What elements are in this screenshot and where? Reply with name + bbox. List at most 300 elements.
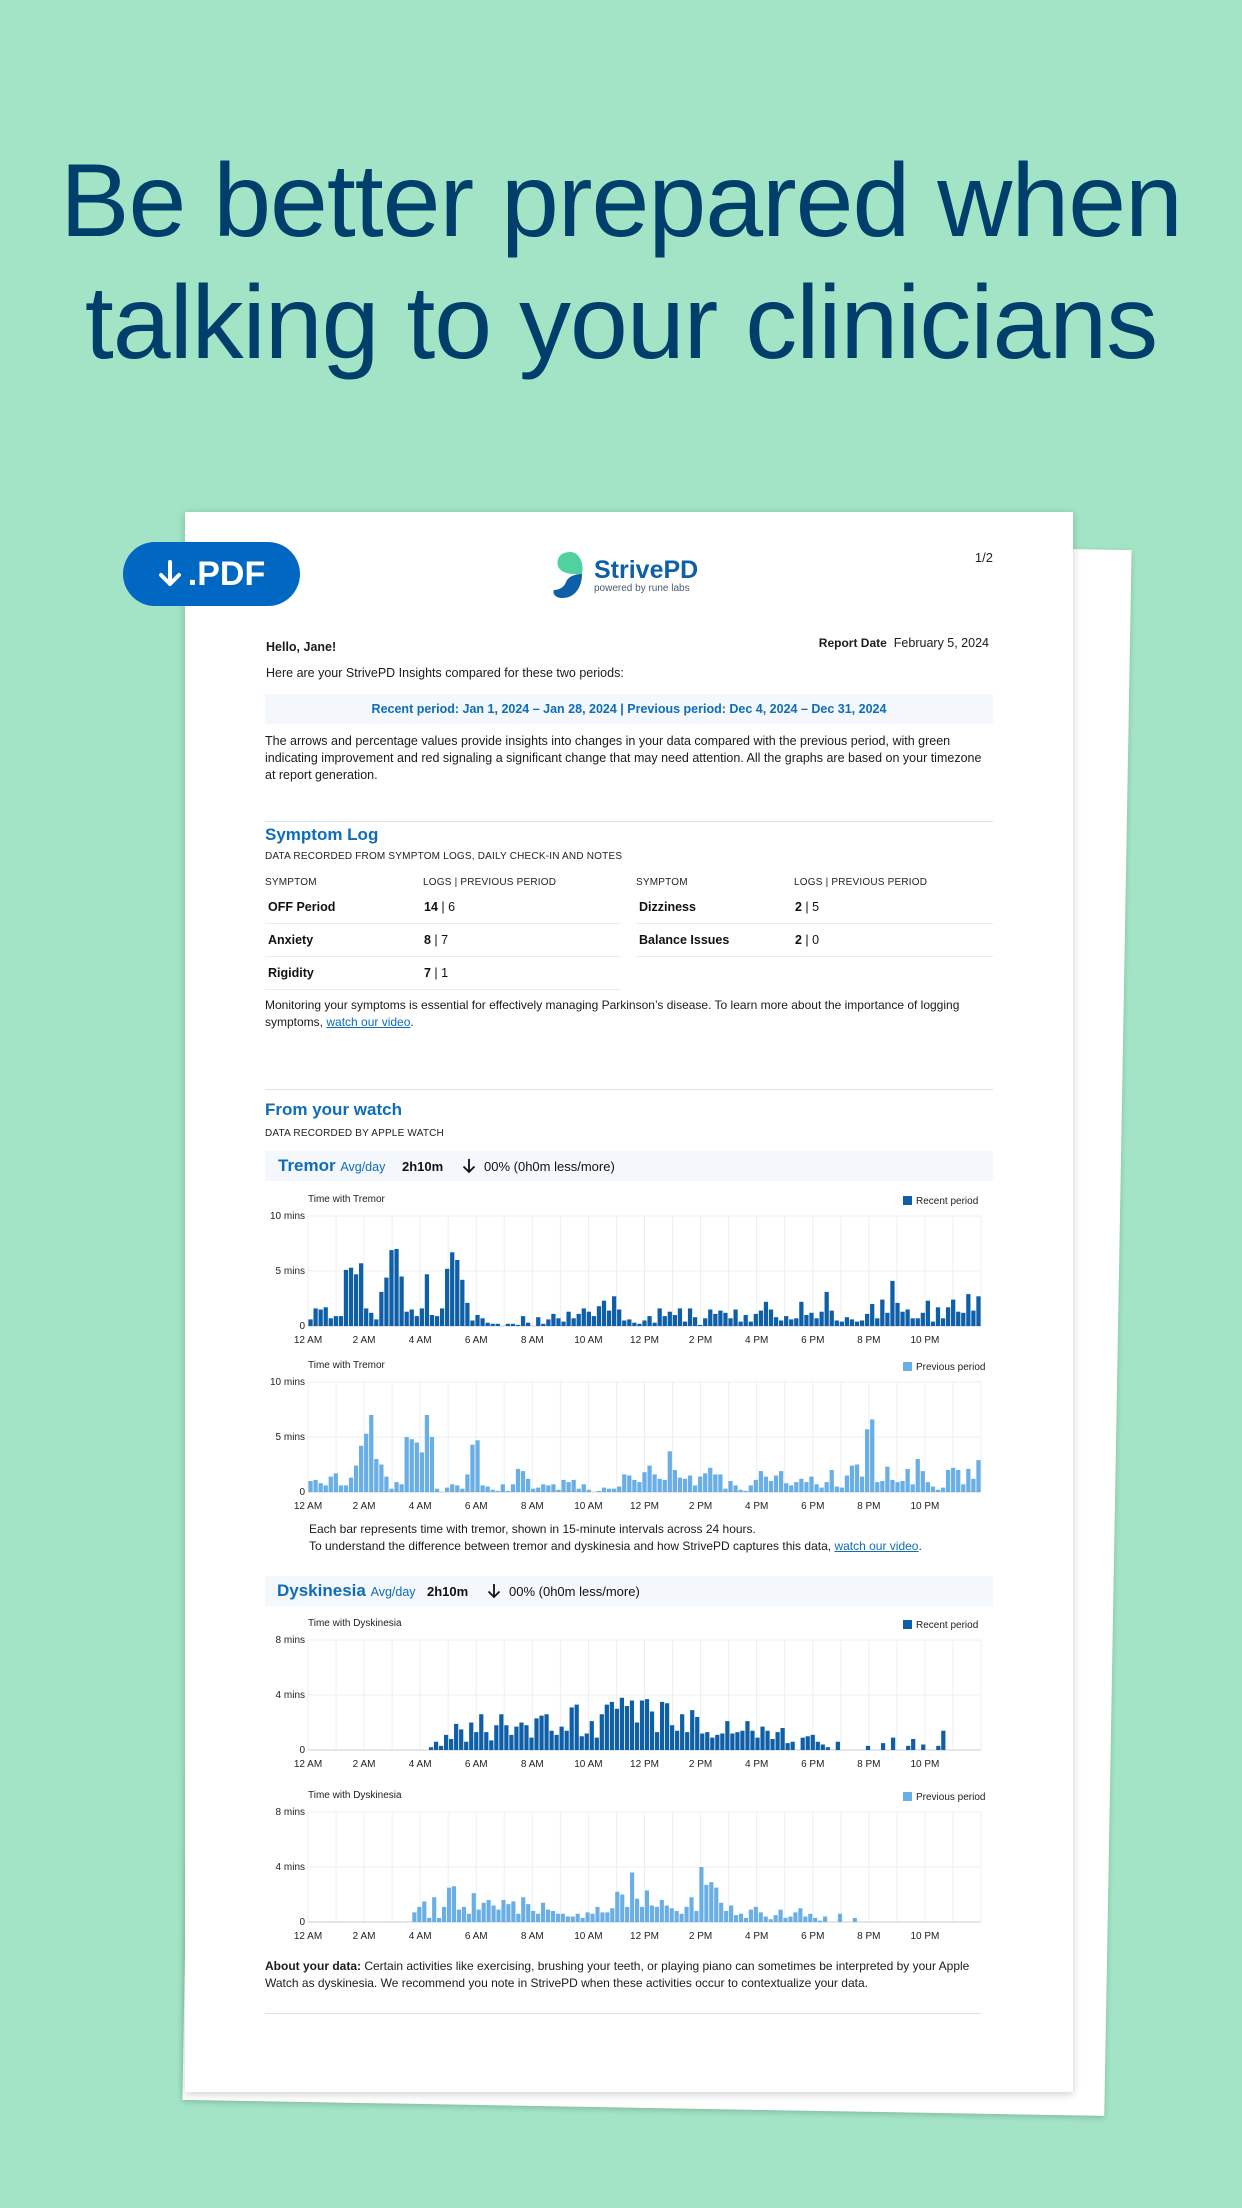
bar — [971, 1311, 975, 1326]
bar — [794, 1482, 798, 1492]
bar — [521, 1471, 525, 1492]
bar — [689, 1897, 693, 1922]
x-tick-label: 12 PM — [630, 1501, 659, 1512]
logs-previous: 6 — [448, 900, 456, 914]
x-tick-label: 2 PM — [688, 1335, 713, 1346]
about-text: Certain activities like exercising, brushing your teeth, or playing piano can sometimes be interpreted by your Apple Watch as dyskinesia. We recommend you note in StrivePD when these activities occur to contextualize your data. — [265, 1959, 970, 1990]
bar — [700, 1734, 704, 1751]
bar — [729, 1906, 733, 1923]
bar — [625, 1907, 629, 1922]
bar — [704, 1885, 708, 1922]
logs-recent: 14 — [424, 900, 438, 914]
bar — [450, 1252, 454, 1326]
logo-name: StrivePD — [594, 555, 699, 584]
bar — [749, 1485, 753, 1492]
bar — [374, 1459, 378, 1492]
bar — [695, 1717, 699, 1750]
bar — [554, 1735, 558, 1750]
bar — [783, 1918, 787, 1922]
tremor-label: Tremor Avg/day — [278, 1156, 386, 1175]
bar — [860, 1477, 864, 1492]
bar — [713, 1314, 717, 1326]
dyskinesia-avg-value: 2h10m — [427, 1584, 469, 1599]
bar — [728, 1318, 732, 1326]
bar — [718, 1311, 722, 1326]
chart-grid — [308, 1216, 981, 1326]
watch-title: From your watch — [265, 1100, 402, 1119]
bar — [324, 1307, 328, 1326]
intro-text: Here are your StrivePD Insights compared for these two periods: — [266, 666, 624, 680]
bar-series — [412, 1867, 857, 1922]
x-tick-label: 6 PM — [801, 1335, 825, 1346]
bar — [730, 1734, 734, 1751]
bar — [733, 1485, 737, 1492]
chart-legend — [903, 1362, 985, 1373]
x-tick-label: 4 PM — [744, 1931, 769, 1942]
symptom-logs — [424, 966, 448, 980]
bar — [710, 1738, 714, 1750]
bar — [739, 1490, 743, 1492]
bar — [560, 1727, 564, 1750]
bar — [718, 1474, 722, 1492]
bar — [770, 1739, 774, 1750]
arrow-down-icon — [487, 1583, 501, 1599]
bar — [460, 1489, 464, 1492]
bar — [459, 1729, 463, 1750]
bar — [764, 1302, 768, 1326]
bar — [334, 1473, 338, 1492]
bar — [779, 1910, 783, 1922]
bar — [640, 1701, 644, 1751]
tremor-note — [309, 1521, 922, 1555]
bar — [551, 1314, 555, 1326]
bar — [544, 1714, 548, 1750]
bar — [329, 1477, 333, 1492]
arrow-down-icon — [462, 1158, 476, 1174]
bar — [435, 1316, 439, 1326]
x-tick-label: 12 AM — [293, 1759, 323, 1770]
logs-separator: | — [801, 900, 813, 914]
bar — [399, 1277, 403, 1327]
bar — [670, 1908, 674, 1922]
bar — [895, 1303, 899, 1326]
bar — [581, 1918, 585, 1922]
bar — [754, 1480, 758, 1492]
bar — [394, 1249, 398, 1326]
bar — [835, 1321, 839, 1327]
bar — [605, 1912, 609, 1922]
logs-separator: | — [437, 900, 449, 914]
bar — [804, 1482, 808, 1492]
x-tick-label: 8 PM — [857, 1335, 881, 1346]
bar — [660, 1900, 664, 1922]
bar — [482, 1903, 486, 1922]
x-tick-label: 12 AM — [293, 1931, 323, 1942]
bar — [665, 1703, 669, 1750]
arrow-down-icon — [158, 560, 182, 588]
bar — [509, 1735, 513, 1750]
bar — [602, 1301, 606, 1326]
explanation: The arrows and percentage values provide insights into changes in your data compared with the previous period, with green indicating improvement and red signaling a significant change that may need attention. All the graphs are based on your timezone at report generation. — [265, 734, 982, 782]
bar — [541, 1903, 545, 1922]
bar — [809, 1313, 813, 1326]
bar — [541, 1484, 545, 1492]
bar — [541, 1324, 545, 1326]
bar — [956, 1470, 960, 1492]
bar — [546, 1910, 550, 1922]
bar — [612, 1489, 616, 1492]
bar — [830, 1311, 834, 1326]
bar — [650, 1712, 654, 1751]
bar — [675, 1731, 679, 1750]
bar — [592, 1316, 596, 1326]
x-tick-label: 2 AM — [352, 1335, 376, 1346]
x-tick-label: 12 PM — [630, 1931, 659, 1942]
bar — [415, 1443, 419, 1493]
symptom-table-left — [265, 877, 621, 990]
bar — [445, 1269, 449, 1326]
bar — [814, 1484, 818, 1492]
bar — [480, 1485, 484, 1492]
bar — [531, 1911, 535, 1922]
bar — [561, 1914, 565, 1922]
chart-title: Time with Dyskinesia — [308, 1618, 402, 1629]
bar — [779, 1471, 783, 1492]
bar — [759, 1912, 763, 1922]
bar — [511, 1324, 515, 1326]
bar — [678, 1308, 682, 1326]
bar — [789, 1485, 793, 1492]
y-tick-label: 5 mins — [275, 1432, 305, 1443]
bar — [680, 1914, 684, 1922]
divider — [265, 1089, 993, 1090]
bar — [374, 1319, 378, 1326]
legend-label: Recent period — [916, 1620, 979, 1631]
y-tick-label: 5 mins — [275, 1266, 305, 1277]
symptom-log-title: Symptom Log — [265, 825, 379, 844]
legend-label: Recent period — [916, 1196, 979, 1207]
bar — [607, 1311, 611, 1326]
bar — [489, 1740, 493, 1750]
bar — [539, 1716, 543, 1750]
symptom-logs — [795, 900, 819, 914]
bar — [577, 1489, 581, 1492]
y-tick-label: 10 mins — [269, 1211, 305, 1222]
bar — [494, 1725, 498, 1750]
logs-separator: | — [430, 933, 442, 947]
bar — [627, 1319, 631, 1326]
bar — [450, 1484, 454, 1492]
bar — [723, 1489, 727, 1492]
bar — [853, 1918, 857, 1922]
watch-video-link[interactable]: watch our video — [834, 1539, 919, 1553]
bar — [319, 1483, 323, 1492]
bar — [444, 1735, 448, 1750]
bar — [480, 1318, 484, 1326]
bar — [546, 1485, 550, 1492]
bar — [905, 1469, 909, 1492]
bar — [698, 1325, 702, 1326]
x-tick-label: 10 PM — [910, 1759, 940, 1770]
bar — [420, 1452, 424, 1492]
bar — [946, 1307, 950, 1326]
symptom-logs — [795, 933, 819, 947]
bar — [723, 1313, 727, 1326]
bar — [504, 1725, 508, 1750]
report-date-label: Report Date — [818, 636, 887, 650]
bar — [410, 1310, 414, 1327]
bar — [449, 1739, 453, 1750]
bar — [526, 1479, 530, 1492]
legend-label: Previous period — [916, 1362, 986, 1373]
bar — [789, 1319, 793, 1326]
bar — [966, 1469, 970, 1492]
bar — [521, 1316, 525, 1326]
y-tick-label: 0 — [299, 1745, 305, 1756]
logs-previous: 5 — [812, 900, 820, 914]
bar — [855, 1322, 859, 1326]
bar — [921, 1745, 925, 1751]
watch-subtitle: DATA RECORDED BY APPLE WATCH — [265, 1128, 444, 1139]
bar — [379, 1465, 383, 1493]
bar — [804, 1315, 808, 1326]
bar — [821, 1745, 825, 1751]
bar — [379, 1292, 383, 1326]
bar — [602, 1488, 606, 1492]
bar — [779, 1321, 783, 1327]
logs-recent: 2 — [795, 933, 802, 947]
bar — [435, 1489, 439, 1492]
bar — [719, 1903, 723, 1922]
bar — [514, 1727, 518, 1750]
bar — [684, 1907, 688, 1922]
bar — [799, 1302, 803, 1326]
symptom-row — [636, 924, 993, 957]
bar — [506, 1491, 510, 1492]
bar — [600, 1714, 604, 1750]
bar — [364, 1434, 368, 1492]
bar — [625, 1706, 629, 1750]
bar — [536, 1488, 540, 1492]
bar — [673, 1470, 677, 1492]
bar — [750, 1731, 754, 1750]
bar — [826, 1747, 830, 1750]
avg-label: Avg/day — [370, 1585, 416, 1599]
bar — [470, 1445, 474, 1492]
bar — [464, 1742, 468, 1750]
bar — [556, 1914, 560, 1922]
bar — [936, 1307, 940, 1326]
x-tick-label: 2 AM — [352, 1759, 376, 1770]
bar — [941, 1488, 945, 1492]
bar — [359, 1446, 363, 1492]
bar — [615, 1709, 619, 1750]
bar — [531, 1489, 535, 1492]
bar — [845, 1317, 849, 1326]
y-tick-label: 0 — [299, 1917, 305, 1928]
bar — [437, 1918, 441, 1922]
table-header — [265, 877, 621, 891]
logs-previous: 7 — [441, 933, 449, 947]
bar — [956, 1312, 960, 1326]
bar — [491, 1490, 495, 1492]
bar — [819, 1312, 823, 1326]
x-tick-label: 2 PM — [688, 1931, 713, 1942]
bar — [835, 1487, 839, 1493]
x-tick-label: 6 PM — [801, 1501, 825, 1512]
bar — [570, 1707, 574, 1750]
bar — [709, 1882, 713, 1922]
bar — [645, 1699, 649, 1750]
bar — [890, 1480, 894, 1492]
bar — [764, 1477, 768, 1492]
logs-recent: 7 — [424, 966, 431, 980]
bar — [961, 1313, 965, 1326]
bar — [620, 1698, 624, 1750]
bar — [799, 1479, 803, 1492]
x-tick-label: 10 PM — [910, 1335, 940, 1346]
bar — [597, 1306, 601, 1326]
bar — [369, 1415, 373, 1492]
bar — [708, 1310, 712, 1327]
bar — [735, 1732, 739, 1750]
bar — [410, 1439, 414, 1492]
bar — [425, 1274, 429, 1326]
bar — [536, 1914, 540, 1922]
bar — [399, 1484, 403, 1492]
bar — [467, 1914, 471, 1922]
bar — [916, 1459, 920, 1492]
bar — [572, 1480, 576, 1492]
bar — [816, 1742, 820, 1750]
bar — [349, 1268, 353, 1326]
bar — [823, 1917, 827, 1923]
x-tick-label: 6 AM — [464, 1335, 488, 1346]
report-date — [819, 635, 989, 652]
bar — [501, 1900, 505, 1922]
symptom-log-subtitle: DATA RECORDED FROM SYMPTOM LOGS, DAILY CHECK-IN AND NOTES — [265, 851, 623, 862]
bar — [470, 1321, 474, 1327]
bar — [865, 1314, 869, 1326]
symptom-note — [265, 997, 993, 1031]
bar — [936, 1746, 940, 1750]
bar — [607, 1489, 611, 1492]
x-tick-label: 10 AM — [574, 1931, 603, 1942]
bar — [840, 1488, 844, 1492]
x-tick-label: 12 PM — [630, 1335, 659, 1346]
bar — [808, 1914, 812, 1922]
bar — [432, 1897, 436, 1922]
bar — [506, 1324, 510, 1326]
legend-swatch — [903, 1196, 912, 1205]
divider — [265, 821, 993, 822]
bar — [678, 1478, 682, 1492]
x-tick-label: 12 AM — [293, 1501, 323, 1512]
bar — [951, 1468, 955, 1492]
bar — [875, 1482, 879, 1492]
bar — [744, 1918, 748, 1922]
bar — [534, 1718, 538, 1750]
bar — [793, 1912, 797, 1922]
bar — [921, 1313, 925, 1326]
bar — [814, 1318, 818, 1326]
x-tick-label: 10 PM — [910, 1501, 940, 1512]
bar — [586, 1912, 590, 1922]
bar — [447, 1888, 451, 1922]
bar — [754, 1314, 758, 1326]
bar — [946, 1470, 950, 1492]
bar — [499, 1714, 503, 1750]
bar — [430, 1315, 434, 1326]
bar — [961, 1484, 965, 1492]
bar — [519, 1723, 523, 1751]
bar — [663, 1480, 667, 1492]
bar — [647, 1316, 651, 1326]
bar — [652, 1474, 656, 1492]
bar — [895, 1482, 899, 1492]
tremor-previous-chart — [265, 1356, 993, 1518]
col-symptom: SYMPTOM — [265, 877, 317, 888]
x-tick-label: 4 AM — [408, 1759, 432, 1770]
bar — [850, 1466, 854, 1492]
bar — [870, 1304, 874, 1326]
bar — [670, 1725, 674, 1750]
bar — [597, 1491, 601, 1492]
bar — [516, 1469, 520, 1492]
x-tick-label: 6 AM — [464, 1501, 488, 1512]
bar — [798, 1908, 802, 1922]
bar — [582, 1484, 586, 1492]
bar — [595, 1907, 599, 1922]
bar — [465, 1474, 469, 1492]
tremor-note-line2: To understand the difference between tremor and dyskinesia and how StrivePD captures this data, watch our video. — [309, 1539, 922, 1553]
logs-separator: | — [801, 933, 813, 947]
y-tick-label: 4 mins — [275, 1862, 305, 1873]
bar — [465, 1303, 469, 1326]
bar — [713, 1474, 717, 1492]
bar — [496, 1491, 500, 1492]
bar — [635, 1899, 639, 1922]
bar — [715, 1735, 719, 1750]
bar — [951, 1300, 955, 1326]
bar — [971, 1479, 975, 1492]
logo-tagline: powered by rune labs — [594, 582, 690, 594]
bar — [744, 1315, 748, 1326]
chart-legend — [903, 1620, 978, 1631]
dyskinesia-recent-chart — [265, 1614, 993, 1776]
bar — [801, 1738, 805, 1750]
bar — [658, 1479, 662, 1492]
bar — [580, 1736, 584, 1750]
bar — [931, 1322, 935, 1326]
bar — [880, 1300, 884, 1326]
logs-previous: 1 — [441, 966, 449, 980]
bar — [734, 1915, 738, 1922]
bar — [389, 1489, 393, 1492]
download-pdf-button[interactable] — [123, 542, 300, 606]
bar — [610, 1908, 614, 1922]
bar — [412, 1912, 416, 1922]
bar — [875, 1318, 879, 1326]
bar — [845, 1476, 849, 1493]
logs-separator: | — [430, 966, 442, 980]
bar — [627, 1476, 631, 1493]
bar — [891, 1738, 895, 1750]
chart-legend — [903, 1196, 978, 1207]
bar — [931, 1487, 935, 1493]
bar — [765, 1731, 769, 1750]
watch-video-link[interactable]: watch our video — [326, 1015, 411, 1029]
